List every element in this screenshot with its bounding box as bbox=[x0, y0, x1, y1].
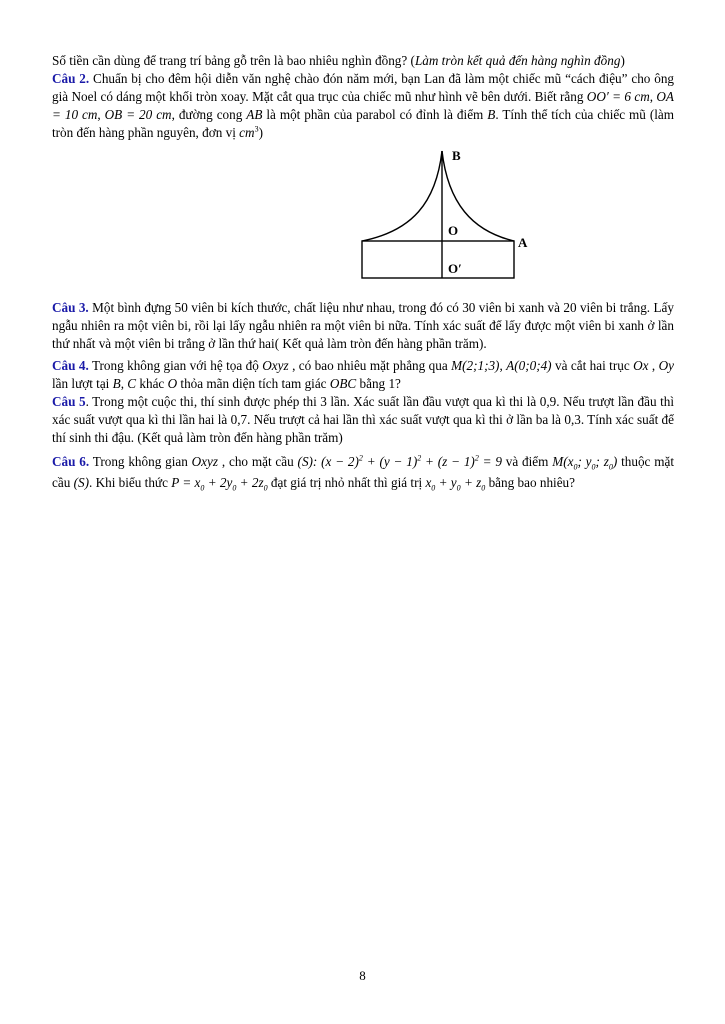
q4-text3: và cắt hai trục bbox=[551, 358, 634, 373]
q2-text5: ) bbox=[258, 125, 263, 140]
q4-text7: bằng 1? bbox=[356, 376, 401, 391]
label-a: A bbox=[518, 235, 528, 250]
q5-text3: . Nếu trượt cả hai lần thì xác suất vượt qua kì thi ở lần ba là bbox=[247, 412, 565, 427]
q4-math-oy: Oy bbox=[658, 358, 675, 373]
q6-sphere-exp1: 2 bbox=[358, 453, 363, 463]
q6-sphere-exp3: 2 bbox=[474, 453, 479, 463]
q2-text1: Chuẩn bị cho đêm hội diễn văn nghệ chào đón năm mới, bạn Lan đã làm một chiếc mũ “cách điệu” cho ông già Noel có dáng một khối tròn xoay. Mặt cắt qua trục của chiếc mũ như hình vẽ bên dưới. Biết rằng bbox=[52, 71, 675, 104]
q6-expr-sub2: 0 bbox=[232, 483, 237, 493]
q6-expr-sub1: 0 bbox=[200, 483, 205, 493]
label-o: O bbox=[448, 223, 459, 238]
q6-expr-sub3: 0 bbox=[263, 483, 268, 493]
q4-math-m: M(2;1;3) bbox=[451, 358, 500, 373]
question-6-label: Câu 6. bbox=[52, 454, 90, 469]
q6-sphere-equation bbox=[298, 454, 502, 469]
intro-text: Số tiền cần dùng để trang trí bảng gỗ trên là bao nhiêu nghìn đồng? ( bbox=[52, 53, 415, 68]
q2-unit-exp: 3 bbox=[254, 124, 259, 134]
q6-point-sub1: 0 bbox=[573, 462, 578, 472]
q2-sep2: , bbox=[97, 107, 105, 122]
intro-italic: Làm tròn kết quả đến hàng nghìn đồng bbox=[414, 53, 621, 68]
q6-text5: . Khi biểu thức bbox=[89, 475, 172, 490]
question-3-label: Câu 3. bbox=[52, 300, 89, 315]
q5-value3: 0,3 bbox=[564, 412, 581, 427]
q6-point-sub2: 0 bbox=[591, 462, 596, 472]
q5-value1: 0,9 bbox=[539, 394, 557, 409]
q2-unit: cm bbox=[239, 125, 255, 140]
q2-text4: . Tính thể tích của chiếc mũ (làm tròn đến hàng phần nguyên, đơn vị bbox=[52, 107, 675, 140]
q4-text5: khác bbox=[136, 376, 168, 391]
q4-text4: lần lượt tại bbox=[52, 376, 113, 391]
q6-text7: bằng bao nhiêu? bbox=[485, 475, 575, 490]
label-b: B bbox=[452, 148, 461, 163]
q6-sum-part1: x bbox=[425, 475, 432, 490]
hat-figure bbox=[52, 143, 674, 295]
q6-sum bbox=[425, 475, 486, 493]
q6-point-part2: ; y bbox=[577, 454, 592, 469]
hat-base-rect bbox=[362, 241, 514, 278]
q6-text4: thuộc mặt cầu bbox=[52, 454, 675, 490]
q6-sphere-part1: (S): (x − 2) bbox=[297, 454, 359, 469]
intro-close: ) bbox=[620, 53, 625, 68]
q6-point-m bbox=[552, 454, 618, 472]
document-body bbox=[52, 52, 674, 493]
hat-left-curve bbox=[362, 151, 442, 241]
q6-sum-sub2: 0 bbox=[456, 483, 461, 493]
q6-expression-p bbox=[171, 475, 268, 493]
q6-sphere-part2: + (y − 1) bbox=[362, 454, 418, 469]
q6-point-part1: M(x bbox=[552, 454, 574, 469]
label-o-prime: O′ bbox=[448, 261, 462, 276]
question-2 bbox=[52, 70, 674, 142]
q6-sum-sub3: 0 bbox=[481, 483, 486, 493]
hat-cross-section-diagram bbox=[302, 143, 542, 295]
q4-sep2: , bbox=[648, 358, 659, 373]
q6-point-sub3: 0 bbox=[608, 462, 613, 472]
q5-value2: 0,7 bbox=[230, 412, 248, 427]
q6-point-part4: ) bbox=[612, 454, 618, 469]
question-3 bbox=[52, 299, 674, 353]
q6-sum-part3: + z bbox=[460, 475, 482, 490]
q2-math-b: B bbox=[487, 107, 496, 122]
q6-sphere-part4: = 9 bbox=[478, 454, 502, 469]
q2-math-ob: OB = 20 cm bbox=[104, 107, 172, 122]
q5-text2: . Nếu trượt lần đầu thì xác suất vượt qua kì thi lần hai là bbox=[52, 394, 675, 427]
q4-math-ox: Ox bbox=[633, 358, 649, 373]
q4-text2: , có bao nhiêu mặt phẳng qua bbox=[288, 358, 452, 373]
q6-text1: Trong không gian bbox=[89, 454, 192, 469]
q6-text2: , cho mặt cầu bbox=[218, 454, 298, 469]
q4-math-oxyz: Oxyz bbox=[262, 358, 289, 373]
q6-expr-part3: + 2z bbox=[236, 475, 264, 490]
q2-math-oa: OA = 10 cm bbox=[52, 89, 674, 122]
q4-sep: , bbox=[499, 358, 507, 373]
q6-text3: và điểm bbox=[501, 454, 553, 469]
q2-math-ab: AB bbox=[246, 107, 263, 122]
q6-expr-part2: + 2y bbox=[204, 475, 233, 490]
q4-math-obc: OBC bbox=[329, 376, 357, 391]
intro-paragraph bbox=[52, 52, 674, 70]
question-4-label: Câu 4. bbox=[52, 358, 89, 373]
question-6 bbox=[52, 451, 674, 493]
page-number: 8 bbox=[359, 968, 366, 983]
q6-expr-part1: P = x bbox=[171, 475, 201, 490]
q5-text1: . Trong một cuộc thi, thí sinh được phép thi 3 lần. Xác suất lần đầu vượt qua kì thi là bbox=[85, 394, 540, 409]
q4-text1: Trong không gian với hệ tọa độ bbox=[88, 358, 263, 373]
q6-sphere-exp2: 2 bbox=[417, 453, 422, 463]
q4-math-b: B bbox=[112, 376, 121, 391]
q4-math-o: O bbox=[167, 376, 178, 391]
q6-sphere-part3: + (z − 1) bbox=[421, 454, 475, 469]
q2-text2: , đường cong bbox=[171, 107, 247, 122]
q5-text4: . Tính xác suất để thí sinh thi đậu. (Kết quả làm tròn đến hàng phần trăm) bbox=[52, 412, 674, 445]
q6-math-s: (S) bbox=[73, 475, 89, 490]
question-4 bbox=[52, 357, 674, 393]
q6-point-part3: ; z bbox=[595, 454, 609, 469]
q2-sep1: , bbox=[649, 89, 657, 104]
question-2-label: Câu 2. bbox=[52, 71, 90, 86]
q6-math-oxyz: Oxyz bbox=[191, 454, 219, 469]
q4-sep3: , bbox=[120, 376, 128, 391]
question-5 bbox=[52, 393, 674, 447]
q6-sum-part2: + y bbox=[435, 475, 457, 490]
q3-text: Một bình đựng 50 viên bi kích thước, chất liệu như nhau, trong đó có 30 viên bi xanh và 20 viên bi trắng. Lấy ngẫu nhiên ra một viên bi, rồi lại lấy ngẫu nhiên ra một viên bi nữa. Tính xác suất để lấy được một viên bi xanh ở lần thứ nhất và một viên bi trắng ở lần thứ hai( Kết quả làm tròn đến hàng phần trăm). bbox=[52, 300, 674, 351]
q6-text6: đạt giá trị nhỏ nhất thì giá trị bbox=[267, 475, 426, 490]
q4-math-a: A(0;0;4) bbox=[506, 358, 552, 373]
q4-text6: thỏa mãn diện tích tam giác bbox=[177, 376, 330, 391]
q2-math-oo: OO′ = 6 cm bbox=[586, 89, 650, 104]
q4-math-c: C bbox=[127, 376, 137, 391]
q2-text3: là một phần của parabol có đỉnh là điểm bbox=[262, 107, 488, 122]
question-5-label: Câu 5 bbox=[52, 394, 86, 409]
q6-sum-sub1: 0 bbox=[431, 483, 436, 493]
